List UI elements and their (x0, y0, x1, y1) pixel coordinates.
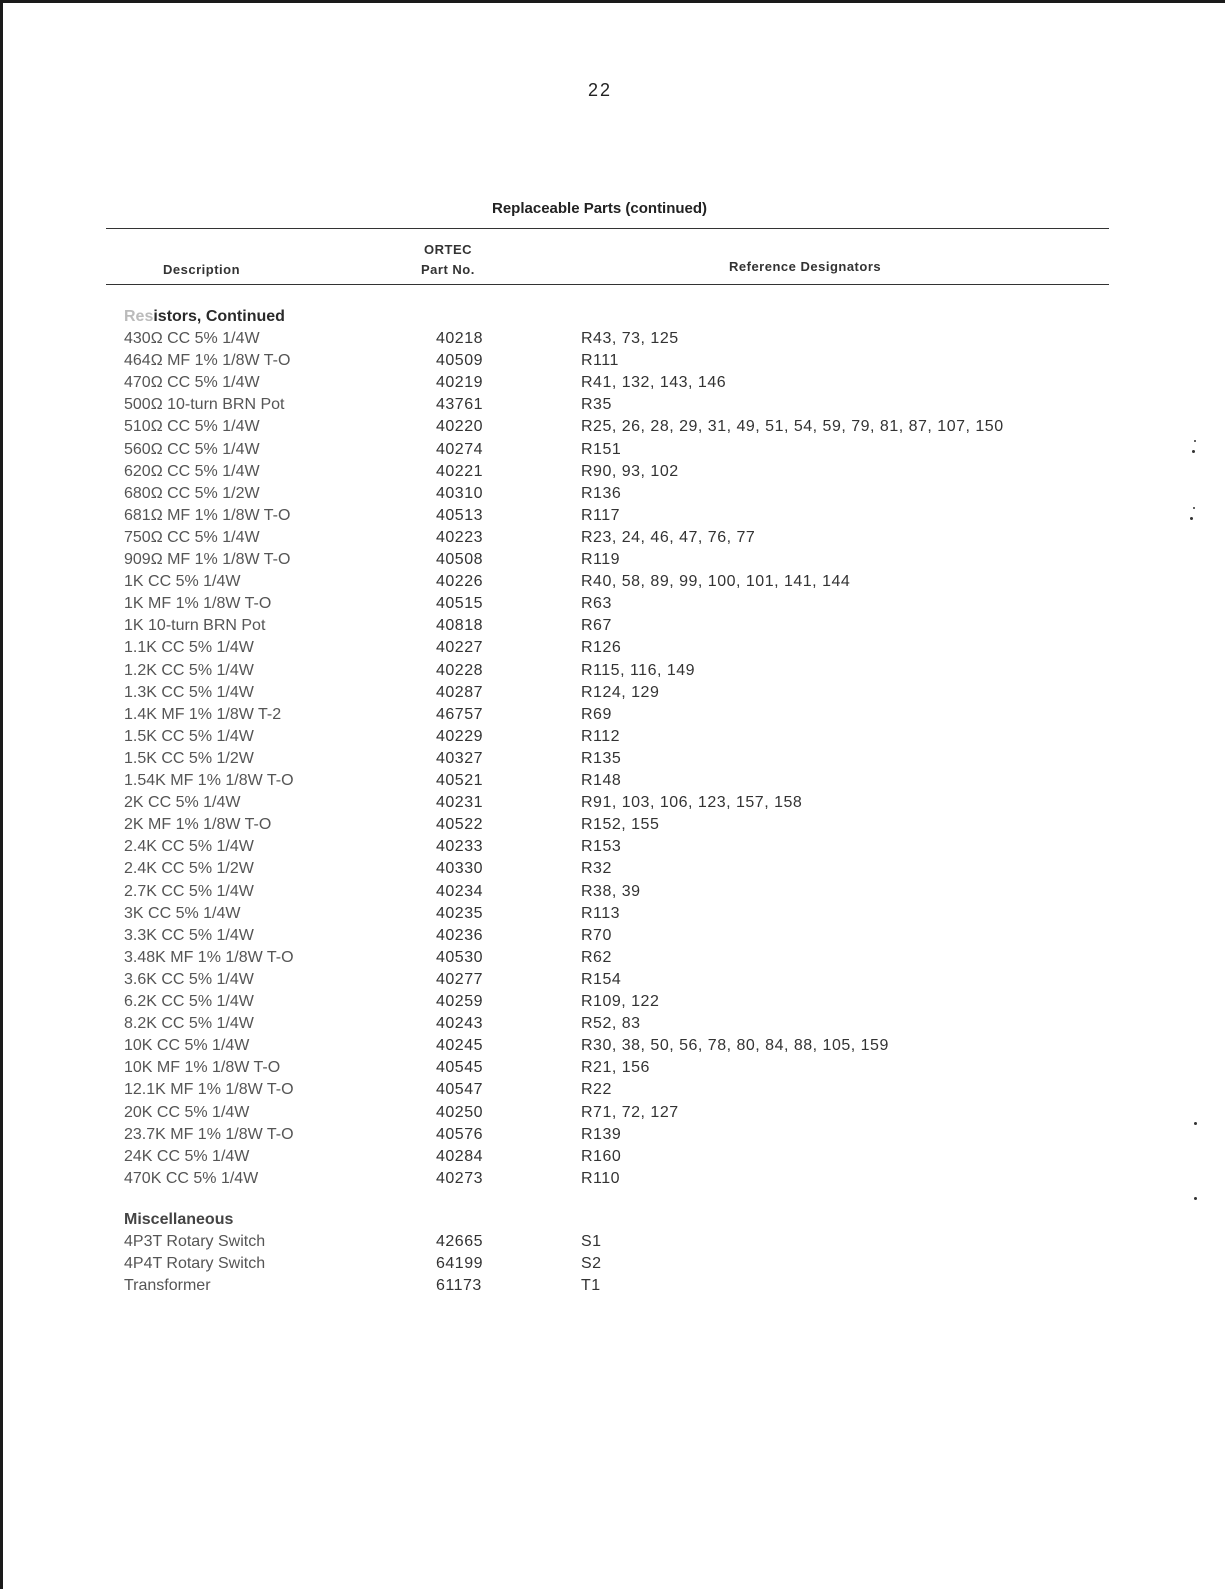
row-description: 2K MF 1% 1/8W T-O (124, 816, 272, 834)
row-part-number: 40245 (436, 1037, 483, 1055)
row-reference-designators: R25, 26, 28, 29, 31, 49, 51, 54, 59, 79, 81, 87, 107, 150 (581, 418, 1004, 436)
row-part-number: 40220 (436, 418, 483, 436)
scan-speck (1194, 1197, 1197, 1200)
row-reference-designators: R35 (581, 396, 612, 414)
row-part-number: 40818 (436, 617, 483, 635)
table-row (0, 860, 1225, 882)
row-description: 470K CC 5% 1/4W (124, 1169, 259, 1187)
table-row (0, 927, 1225, 949)
row-part-number: 40509 (436, 352, 483, 370)
row-description: 430Ω CC 5% 1/4W (124, 330, 260, 347)
page-number: 22 (588, 80, 613, 100)
row-part-number: 40227 (436, 639, 483, 657)
row-reference-designators: R148 (581, 772, 622, 789)
table-row (0, 1255, 1225, 1277)
table-row (0, 595, 1225, 617)
table-row (0, 573, 1225, 595)
row-part-number: 40513 (436, 506, 483, 524)
table-row (0, 728, 1225, 750)
row-part-number: 46757 (436, 705, 483, 723)
table-row (0, 1015, 1225, 1037)
table-row (0, 441, 1225, 463)
row-description: 909Ω MF 1% 1/8W T-O (124, 551, 291, 568)
table-row (0, 551, 1225, 573)
table-row (0, 706, 1225, 728)
table-row (0, 662, 1225, 684)
table-row (0, 1148, 1225, 1170)
header-rule-bottom (106, 284, 1109, 285)
row-description: 1.2K CC 5% 1/4W (124, 661, 254, 679)
table-row (0, 617, 1225, 639)
row-part-number: 40310 (436, 484, 483, 502)
row-reference-designators: S2 (581, 1255, 602, 1272)
row-reference-designators: R21, 156 (581, 1059, 650, 1077)
row-description: 10K CC 5% 1/4W (124, 1037, 250, 1055)
column-header-part-no-line1: ORTEC (424, 242, 472, 257)
row-part-number: 40229 (436, 727, 483, 745)
row-description: 3.48K MF 1% 1/8W T-O (124, 948, 294, 966)
row-reference-designators: R90, 93, 102 (581, 462, 679, 480)
row-description: 2.4K CC 5% 1/4W (124, 838, 254, 856)
row-part-number: 64199 (436, 1255, 483, 1272)
row-part-number: 40521 (436, 772, 483, 789)
row-description: 500Ω 10-turn BRN Pot (124, 396, 285, 414)
row-part-number: 40273 (436, 1169, 483, 1187)
row-description: 1K CC 5% 1/4W (124, 573, 241, 591)
row-reference-designators: R154 (581, 970, 622, 988)
row-part-number: 40236 (436, 926, 483, 944)
row-reference-designators: R139 (581, 1125, 622, 1143)
table-title: Replaceable Parts (continued) (492, 200, 708, 217)
row-reference-designators: R153 (581, 838, 622, 856)
row-description: 1.3K CC 5% 1/4W (124, 683, 254, 701)
row-description: 1K MF 1% 1/8W T-O (124, 595, 272, 613)
row-part-number: 40228 (436, 661, 483, 679)
table-row (0, 1104, 1225, 1126)
row-reference-designators: R43, 73, 125 (581, 330, 679, 347)
scan-speck (1194, 1122, 1197, 1125)
row-description: 24K CC 5% 1/4W (124, 1147, 250, 1165)
row-reference-designators: R112 (581, 727, 621, 745)
row-reference-designators: R70 (581, 926, 612, 944)
row-description: 2.7K CC 5% 1/4W (124, 882, 254, 900)
row-reference-designators: R160 (581, 1147, 622, 1165)
row-reference-designators: R71, 72, 127 (581, 1103, 679, 1121)
row-reference-designators: R151 (581, 440, 622, 458)
table-row (0, 684, 1225, 706)
table-row (0, 1126, 1225, 1148)
row-reference-designators: R38, 39 (581, 882, 641, 900)
table-row (0, 838, 1225, 860)
row-part-number: 40259 (436, 993, 483, 1010)
row-reference-designators: R124, 129 (581, 683, 660, 701)
table-row (0, 418, 1225, 440)
row-reference-designators: R63 (581, 595, 612, 613)
column-header-description: Description (163, 262, 241, 277)
scan-speck (1193, 507, 1195, 509)
row-reference-designators: S1 (581, 1233, 602, 1250)
table-row (0, 330, 1225, 352)
row-reference-designators: R40, 58, 89, 99, 100, 101, 141, 144 (581, 573, 851, 591)
row-description: 23.7K MF 1% 1/8W T-O (124, 1125, 294, 1143)
row-description: 20K CC 5% 1/4W (124, 1103, 250, 1121)
row-part-number: 40530 (436, 948, 483, 966)
table-row (0, 396, 1225, 418)
section-title-text: istors, Continued (153, 308, 285, 325)
row-reference-designators: R69 (581, 705, 612, 723)
row-part-number: 40231 (436, 794, 483, 812)
row-part-number: 40234 (436, 882, 483, 900)
section-title-faded: Res (124, 308, 154, 325)
row-part-number: 40218 (436, 330, 483, 347)
row-part-number: 40330 (436, 860, 483, 878)
table-row (0, 971, 1225, 993)
row-description: 3.3K CC 5% 1/4W (124, 926, 254, 944)
row-description: 1.1K CC 5% 1/4W (124, 639, 254, 657)
table-row (0, 1277, 1225, 1299)
row-description: 680Ω CC 5% 1/2W (124, 484, 260, 502)
row-part-number: 40327 (436, 749, 483, 767)
table-row (0, 905, 1225, 927)
section-title-miscellaneous: Miscellaneous (124, 1211, 234, 1228)
table-row (0, 529, 1225, 551)
row-description: 470Ω CC 5% 1/4W (124, 374, 260, 392)
row-description: 3K CC 5% 1/4W (124, 904, 241, 922)
row-reference-designators: R152, 155 (581, 816, 660, 834)
row-reference-designators: R135 (581, 749, 622, 767)
row-description: 1.5K CC 5% 1/2W (124, 749, 254, 767)
row-part-number: 40576 (436, 1125, 483, 1143)
table-row (0, 639, 1225, 661)
table-row (0, 1170, 1225, 1192)
row-description: 8.2K CC 5% 1/4W (124, 1015, 254, 1033)
row-reference-designators: R119 (581, 551, 621, 568)
row-reference-designators: T1 (581, 1277, 601, 1294)
row-description: 1.5K CC 5% 1/4W (124, 727, 254, 745)
section-title-resistors (124, 308, 285, 326)
row-description: 1.4K MF 1% 1/8W T-2 (124, 705, 282, 723)
row-reference-designators: R22 (581, 1081, 612, 1099)
row-part-number: 40250 (436, 1103, 483, 1121)
page-edge-top (0, 0, 1225, 3)
row-description: 1K 10-turn BRN Pot (124, 617, 266, 635)
column-header-reference: Reference Designators (729, 259, 882, 274)
row-reference-designators: R30, 38, 50, 56, 78, 80, 84, 88, 105, 159 (581, 1037, 889, 1055)
table-row (0, 463, 1225, 485)
row-reference-designators: R41, 132, 143, 146 (581, 374, 727, 392)
row-description: 560Ω CC 5% 1/4W (124, 440, 260, 458)
row-part-number: 40287 (436, 683, 483, 701)
row-description: 750Ω CC 5% 1/4W (124, 528, 260, 546)
row-reference-designators: R113 (581, 904, 621, 922)
row-reference-designators: R67 (581, 617, 612, 635)
row-description: 4P4T Rotary Switch (124, 1255, 266, 1272)
table-row (0, 1059, 1225, 1081)
row-description: 12.1K MF 1% 1/8W T-O (124, 1081, 294, 1099)
row-description: 2K CC 5% 1/4W (124, 794, 241, 812)
row-reference-designators: R52, 83 (581, 1015, 641, 1033)
row-part-number: 61173 (436, 1277, 482, 1294)
row-part-number: 40235 (436, 904, 483, 922)
row-part-number: 40545 (436, 1059, 483, 1077)
row-part-number: 42665 (436, 1233, 483, 1250)
row-part-number: 40223 (436, 528, 483, 546)
row-description: 681Ω MF 1% 1/8W T-O (124, 506, 291, 524)
row-part-number: 43761 (436, 396, 483, 414)
table-row (0, 1037, 1225, 1059)
table-row (0, 507, 1225, 529)
table-row (0, 772, 1225, 794)
table-row (0, 1233, 1225, 1255)
scan-speck (1190, 517, 1193, 520)
row-part-number: 40243 (436, 1015, 483, 1033)
row-reference-designators: R109, 122 (581, 993, 660, 1010)
row-description: 6.2K CC 5% 1/4W (124, 993, 254, 1010)
row-reference-designators: R110 (581, 1169, 621, 1187)
row-description: Transformer (124, 1277, 211, 1294)
column-header-part-no-line2: Part No. (421, 262, 475, 277)
row-description: 2.4K CC 5% 1/2W (124, 860, 254, 878)
row-description: 1.54K MF 1% 1/8W T-O (124, 772, 294, 789)
row-reference-designators: R117 (581, 506, 621, 524)
table-row (0, 352, 1225, 374)
row-reference-designators: R111 (581, 352, 619, 370)
row-reference-designators: R115, 116, 149 (581, 661, 696, 679)
table-row (0, 485, 1225, 507)
row-part-number: 40274 (436, 440, 483, 458)
row-reference-designators: R91, 103, 106, 123, 157, 158 (581, 794, 803, 812)
row-description: 620Ω CC 5% 1/4W (124, 462, 260, 480)
row-reference-designators: R62 (581, 948, 612, 966)
row-description: 10K MF 1% 1/8W T-O (124, 1059, 281, 1077)
table-row (0, 816, 1225, 838)
row-part-number: 40284 (436, 1147, 483, 1165)
row-reference-designators: R23, 24, 46, 47, 76, 77 (581, 528, 756, 546)
row-part-number: 40277 (436, 970, 483, 988)
row-description: 510Ω CC 5% 1/4W (124, 418, 260, 436)
row-part-number: 40233 (436, 838, 483, 856)
row-part-number: 40508 (436, 551, 483, 568)
row-description: 4P3T Rotary Switch (124, 1233, 266, 1250)
row-description: 464Ω MF 1% 1/8W T-O (124, 352, 291, 370)
row-reference-designators: R32 (581, 860, 612, 878)
row-part-number: 40219 (436, 374, 483, 392)
scan-speck (1192, 450, 1195, 453)
table-row (0, 949, 1225, 971)
row-part-number: 40226 (436, 573, 483, 591)
table-row (0, 993, 1225, 1015)
table-row (0, 750, 1225, 772)
row-part-number: 40522 (436, 816, 483, 834)
table-row (0, 1081, 1225, 1103)
row-reference-designators: R126 (581, 639, 622, 657)
table-row (0, 883, 1225, 905)
row-part-number: 40515 (436, 595, 483, 613)
row-part-number: 40547 (436, 1081, 483, 1099)
scan-speck (1194, 440, 1196, 442)
table-row (0, 794, 1225, 816)
row-reference-designators: R136 (581, 484, 622, 502)
row-part-number: 40221 (436, 462, 483, 480)
header-rule-top (106, 228, 1109, 229)
row-description: 3.6K CC 5% 1/4W (124, 970, 254, 988)
table-row (0, 374, 1225, 396)
